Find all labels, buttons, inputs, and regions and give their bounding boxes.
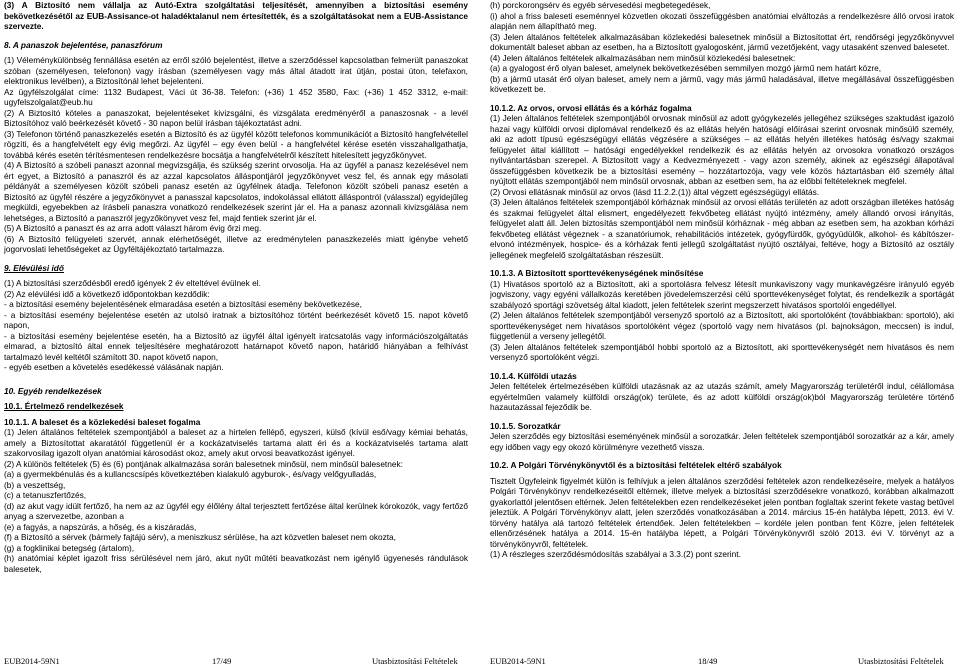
section-10-heading: 10. Egyéb rendelkezések bbox=[4, 385, 102, 396]
section-9-heading: 9. Elévülési idő bbox=[4, 262, 64, 273]
section-10-1-2-paragraph-1: (1) Jelen általános feltételek szempontjából orvosnak minősül az adott gyógykezelés jellegéhez szükséges szaktudást igazoló hazai vagy külföldi orvosi diplomával rendelkező és az ellátás helyén hatósági előírásai szerint orvosnak minősülő személy, aki az adott típusú egészségügyi ellátás végzésére a szükséges – az ellátás helyén illetékes hatóság és/vagy szakmai felügyelet által kiállított – hatósági engedélyekkel rendelkezik és az ellátás helyén az orvosokra vonatkozó országos nyilvántartásban szerepel. A Biztosított vagy a Kedvezményezett - vagy azon személy, akinek az egészségi állapotával összefüggésben következik be a biztosítási esemény – hozzátartozója, vagy vele közös háztartásban élő személy által nyújtott ellátás szempontjából nem minősül orvosnak, abban az esetben sem, ha az előbbi feltételeknek megfelel. bbox=[490, 113, 954, 186]
footer-left-title: Utasbiztosítási Feltételek bbox=[372, 656, 458, 666]
section-10-1-3-paragraph-3: (3) Jelen általános feltételek szempontjából hobbi sportoló az a Biztosított, aki sporttevékenységét nem hivatásos és nem versenyző sportolóként végzi. bbox=[490, 341, 954, 362]
section-8-paragraph-4: (4) A Biztosító a szóbeli panaszt azonnal megvizsgálja, és szükség szerint orvosolja. Ha az ügyfél a panasz kezelésével nem ért egyet, a Biztosító a panaszról és az azzal kapcsolatos álláspontjáról jegyzőkönyvet vesz fel, és annak egy másolati példányát a személyesen közölt szóbeli panasz esetén az ügyfélnek átadja. Telefonon közölt szóbeli panasz esetén a Biztosító az ügyfél részére a jegyzőkönyvet a panasszal kapcsolatos, indokolással ellátott álláspontról (válasszal) egyidejűleg megküldi, egyebekben az írásbeli panaszra vonatkozó rendelkezések szerint jár el. Ha a panasz azonnali kivizsgálása nem lehetséges, a Biztosító a panaszról jegyzőkönyvet vesz fel, majd fentiek szerint jár el. bbox=[4, 160, 468, 223]
section-10-2-heading: 10.2. A Polgári Törvénykönyvtől és a biztosítási feltételek eltérő szabályok bbox=[490, 460, 782, 470]
item-h: (h) porckorongsérv és egyéb sérvesedési megbetegedések, bbox=[490, 0, 711, 10]
section-8-paragraph-2: (2) A Biztosító köteles a panaszokat, bejelentéseket kivizsgálni, és vizsgálata eredményéről a panaszosnak - a levél Biztosítóhoz való beérkezését követő - 30 napon belül írásban tájékoztatást adni. bbox=[4, 107, 468, 128]
customer-service-address: Az ügyfélszolgálat címe: 1132 Budapest, Váci út 36-38. Telefon: (+36) 1 452 3580, Fax: (+36) 1 452 3312, e-mail: ugyfelszolgalat@eub.hu bbox=[4, 86, 468, 107]
footer-right-title: Utasbiztosítási Feltételek bbox=[858, 656, 944, 666]
section-10-1-1-paragraph-1: (1) Jelen általános feltételek szempontjából a baleset az a hirtelen fellépő, egyszeri, külső (kívül eső/vagy kémiai behatás, amely a Biztosítottat akaratától függetlenül ér a kockázatviselés tartama alatt éri és a kockázatviselés tartama alatt szakorvosilag igazolt olyan anatómiai károsodást okoz, amely akut orvosi beavatkozást igényel. bbox=[4, 427, 468, 458]
section-10-1-1-item-b: (b) a veszettség, bbox=[4, 479, 66, 490]
section-10-1-1-paragraph-2: (2) A különös feltételek (5) és (6) pontjának alkalmazása során balesetnek minősül, nem minősül balesetnek: bbox=[4, 458, 403, 469]
section-10-1-2-paragraph-2: (2) Orvosi ellátásnak minősül az orvos (lásd 11.2.2.(1)) által végzett egészségügyi ellátás. bbox=[490, 186, 820, 197]
section-8-paragraph-5: (5) A Biztosító a panaszt és az arra adott választ három évig őrzi meg. bbox=[4, 223, 262, 233]
section-10-1-1-item-d: (d) az akut vagy idült fertőző, ha nem az az ügyfél egy élőlény által terjesztett fertőzése által kerülnek kórokozók, vagy fertőző anyag a szervezetbe, azonban a bbox=[4, 500, 468, 521]
section-10-2-paragraph-1: Tisztelt Ügyfeleink figyelmét külön is felhívjuk a jelen általános szerződési feltételek azon rendelkezéseire, melyek a hatályos Polgári Törvénykönyv rendelkezéseitől eltérnek, illetve melyek a biztosítási szerződésekre vonatkozó, korábban alkalmazott gyakorlattól jelentősen eltérnek. Jelen feltételekben ezen rendelkezéseket jelen pontban foglaltak szerint fekete vastag betűvel jeleztük. A Polgári Törvénykönyv alatt, jelen szerződés vonatkozásában a 2014. március 15-én hatályba lépett, 2013. évi V. törvény hatálya alá tartozó feltételek értendőek. Jelen feltételekben – kordéle jelen pontban fent Közre, jelen feltételek ellenőrzésének hatálya a 2014. 15-én hatályba lépett, a Polgári Törvénykönyvről szóló 2013. évi V. törvényt az a törvénykönyvről, feltételek. bbox=[490, 475, 955, 549]
section-8-paragraph-3: (3) Telefonon történő panaszkezelés esetén a Biztosító és az ügyfél között telefonos kommunikációt a Biztosító hangfelvétellel rögzíti, és a hangfelvételt egy évig megőrzi. Az ügyfél – egy éven belül - a hangfelvétel kérése esetén visszahallgathatja, továbbá kérés esetén térítésmentesen rendelkezésre bocsátja a hangfelvételről készített hitelesített jegyzőkönyvet. bbox=[4, 128, 468, 160]
paragraph-3-traffic-accident: (3) Jelen általános feltételek alkalmazásában közlekedési balesetnek minősül a Biztosítottat ért, rendőrségi jegyzőkönyvvel dokumentált baleset abban az esetben, ha a Biztosított gyalogosként, jármű vezetőjeként, vagy utasaként szenved balesetet. bbox=[490, 31, 954, 52]
section-10-1-4-paragraph: Jelen feltételek értelmezésében külföldi utazásnak az az utazás számít, amely Magyarország területéről indul, célállomása egyértelműen valamely külföldi ország(ok) területe, és az adott külföldi ország(ok)ból Magyarország területére történő hazautazással fejeződik be. bbox=[490, 381, 954, 412]
section-10-1-4-heading: 10.1.4. Külföldi utazás bbox=[490, 370, 577, 381]
footer-left-document-code: EUB2014-59N1 bbox=[4, 656, 60, 666]
section-10-1-3-paragraph-1: (1) Hivatásos sportoló az a Biztosított, aki a sportolásra felvesz létesít munkaviszony vagy munkavégzésre irányuló egyéb jogviszony, vagy egyéni vállalkozás keretében jövedelemszerzési célú sporttevékenységet folytat, és rendelkezik a sportágát szabályozó sportági szövetség által kiadott, jelen feltételek szerint megszerzett hivatásos sportolói engedéllyel. bbox=[490, 278, 954, 310]
section-10-1-1-item-e: (e) a fagyás, a napszúrás, a hőség, és a kiszáradás, bbox=[4, 521, 197, 532]
left-page-column bbox=[4, 0, 468, 574]
footer-left-page-number: 17/49 bbox=[212, 656, 232, 666]
section-9-item-b: - a biztosítási esemény bejelentése esetén az utolsó iratnak a biztosítóhoz történt beérkezését követő 15. napot követő napon, bbox=[4, 309, 468, 330]
section-10-1-2-heading: 10.1.2. Az orvos, orvosi ellátás és a kórház fogalma bbox=[490, 102, 692, 113]
section-10-1-3-heading: 10.1.3. A Biztosított sporttevékenységének minősítése bbox=[490, 268, 704, 278]
section-8-paragraph-1: (1) Véleménykülönbség fennállása esetén az erről szóló bejelentést, illetve a szerződéssel kapcsolatban felmerült panaszokat szóban (személyesen, telefonon) vagy írásban (személyesen vagy más által átadott irat útján, postai úton, telefaxon, elektronikus levélben), a Biztosítónál lehet bejelenteni. bbox=[4, 55, 468, 86]
section-10-1-5-heading: 10.1.5. Sorozatkár bbox=[490, 420, 561, 431]
section-10-1-1-heading: 10.1.1. A baleset és a közlekedési baleset fogalma bbox=[4, 416, 201, 427]
section-10-1-1-item-a: (a) a gyermekbénulás és a kullancscsípés következtében kialakuló agyburok-, és/vagy velőgyulladás, bbox=[4, 469, 377, 479]
section-9-item-d: - egyéb esetben a követelés esedékessé válásának napján. bbox=[4, 362, 224, 372]
section-9-paragraph-1: (1) A biztosítási szerződésből eredő igények 2 év elteltével évülnek el. bbox=[4, 278, 261, 288]
intro-paragraph: (3) A Biztosító nem vállalja az Autó-Extra szolgáltatási teljesítését, amennyiben a biztosítási esemény bekövetkezésétől az EUB-Assisance-ot haladéktalanul nem értesítették, és a szolgáltatásokat nem a EUB-Assistance szervezte. bbox=[4, 0, 468, 31]
section-10-1-1-item-h: (h) anatómiai képlet igazolt friss sérülésével nem járó, akut nyűt műtéti beavatkozást nem igénylő ügyenesés rándulások balesetek, bbox=[4, 553, 468, 574]
item-i: (i) ahol a friss baleseti eseménnyel közvetlen okozati összefüggésben anatómiai elváltozás a rendelkezésre álló orvosi iratok alapján nem állapítható meg. bbox=[490, 10, 954, 31]
section-10-1-2-paragraph-3: (3) Jelen általános feltételek szempontjából kórháznak minősül az orvosi ellátás területén az adott országban illetékes hatóság és szakmai felügyelet által elismert, engedélyezett fekvőbeteg ellátást nyújtó intézmény, amely állandó orvosi irányítás, felügyelet alatt áll. Jelen biztosítás szempontjából nem minősül kórháznak - még abban az esetben sem, ha azokban kórházi fekvőbeteg ellátást végeznek - a szanatóriumok, rehabilitációs intézetek, gyógyfürdők, gyógyüdülők, alkohol- és kábítószer-elvonó intézmények, hospice- és a kórházak fenti jellegű szolgáltatást nyújtó osztályai, feltéve, hogy a Biztosító az osztály jellegének megfelelő szolgáltatásban részesült. bbox=[490, 197, 954, 260]
section-8-paragraph-6: (6) A Biztosító felügyeleti szervét, annak elérhetőségét, illetve az eredménytelen panaszkezelés miatt igénybe vehető jogorvoslati lehetőségeket az Ügyféltájékoztató tartalmazza. bbox=[4, 233, 468, 254]
section-10-1-1-item-g: (g) a fogklinikai betegség (ártalom), bbox=[4, 542, 135, 553]
footer-right-document-code: EUB2014-59N1 bbox=[490, 656, 546, 666]
section-9-item-c: - a biztosítási esemény bejelentése esetén, ha a Biztosító az ügyfél által igényelt iratcsatolás vagy információszolgáltatás elmarad, a biztosító által ennek teljesítésére meghatározott határnapot követő napon, határidő hiányában a felhívást tartalmazó levél keltétől számított 30. napot követő napon, bbox=[4, 330, 468, 362]
section-9-paragraph-2: (2) Az elévülési idő a következő időpontokban kezdődik: bbox=[4, 288, 210, 299]
section-9-item-a: - a biztosítási esemény bejelentésének elmaradása esetén a biztosítási esemény bekövetkezése, bbox=[4, 299, 362, 309]
right-page-column bbox=[490, 0, 954, 560]
paragraph-4-item-a: (a) a gyalogost érő olyan baleset, amelynek bekövetkezésében semmilyen mozgó jármű nem határt közre, bbox=[490, 63, 882, 73]
section-10-2-paragraph-2: (1) A részleges szerződésmódosítás szabályai a 3.3.(2) pont szerint. bbox=[490, 549, 741, 559]
section-10-1-1-item-c: (c) a tetanuszfertőzés, bbox=[4, 490, 87, 500]
section-10-1-heading: 10.1. Értelmező rendelkezések bbox=[4, 401, 124, 411]
section-10-1-3-paragraph-2: (2) Jelen általános feltételek szempontjából versenyző sportoló az a Biztosított, aki sportolóként (továbbiakban: sportoló), aki sporttevékenységet nem hivatásos sportolóként végez (sportoló vagy nem hivatásos (pl. bajnokságon, meccsen) is indul, függetlenül a verseny jellegétől. bbox=[490, 310, 954, 341]
section-10-1-5-paragraph: Jelen szerződés egy biztosítási eseményének minősül a sorozatkár. Jelen feltételek szempontjából sorozatkár az a kár, amely egy időben vagy egy okozó körülményre vezethető vissza. bbox=[490, 431, 954, 452]
section-10-1-1-item-f: (f) a Biztosító a sérvek (bármely fajtájú sérv), a meniszkusz sérülése, ha azt közvetlen baleset nem okozta, bbox=[4, 532, 396, 542]
paragraph-4-not-traffic-accident: (4) Jelen általános feltételek alkalmazásában nem minősül közlekedési balesetnek: bbox=[490, 52, 796, 63]
section-8-heading: 8. A panaszok bejelentése, panaszfórum bbox=[4, 39, 163, 50]
paragraph-4-item-b: (b) a jármű utasát érő olyan baleset, amely nem a jármű, vagy más jármű haladásával, illetve megállásával összefüggésben következett be. bbox=[490, 73, 954, 94]
footer-right-page-number: 18/49 bbox=[698, 656, 718, 666]
